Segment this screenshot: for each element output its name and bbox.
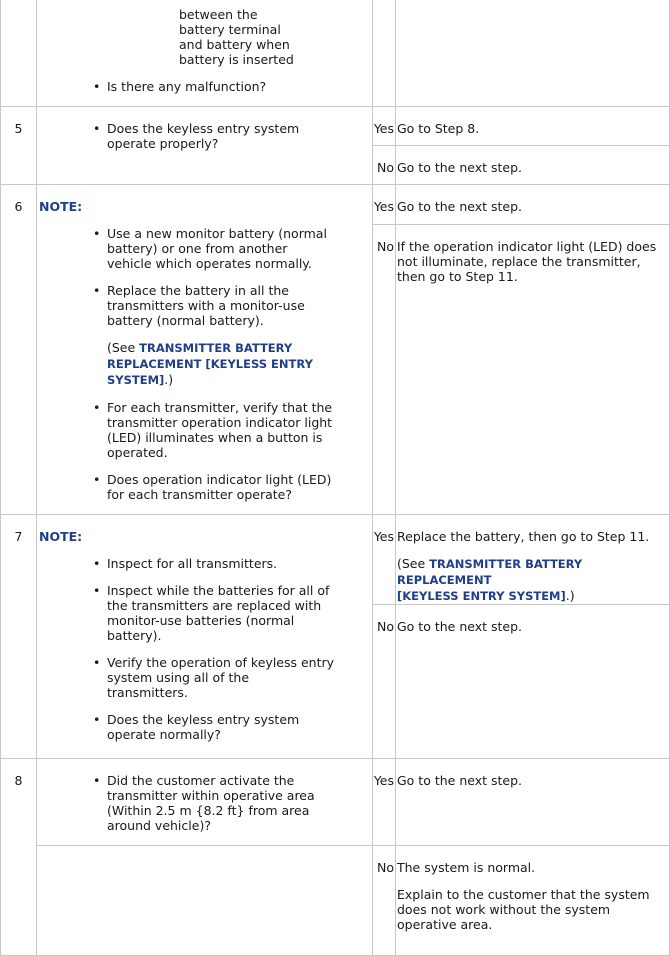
inspection-cell-empty — [37, 846, 373, 956]
continued-text — [37, 7, 372, 67]
note-label: NOTE: — [39, 529, 83, 544]
no-label: No — [373, 846, 396, 956]
text-line: the transmitters are replaced with — [107, 598, 322, 613]
text-line: • For each transmitter, verify that the — [107, 400, 333, 415]
no-action: Go to the next step. — [396, 146, 670, 185]
text-line: transmitters with a monitor-use — [107, 298, 305, 313]
text-line: not illuminate, replace the transmitter, — [397, 253, 641, 269]
list-item — [107, 712, 372, 742]
action-text: Replace the battery, then go to Step 11. — [397, 529, 650, 544]
no-action: Go to the next step. — [396, 605, 670, 759]
note-label: NOTE: — [39, 199, 83, 214]
yes-label: Yes — [373, 185, 396, 225]
inspection-list — [37, 226, 372, 502]
text-line: • Inspect while the batteries for all of — [107, 583, 330, 598]
text-line: Explain to the customer that the system — [397, 887, 650, 902]
text-line: and battery when — [179, 37, 290, 52]
list-item — [107, 283, 372, 388]
transmitter-battery-replacement-link[interactable]: SYSTEM] — [107, 373, 165, 387]
list-item — [107, 79, 372, 94]
inspection-list — [37, 121, 372, 151]
text-line: • Does the keyless entry system — [107, 121, 300, 136]
text-line: • Does the keyless entry system — [107, 712, 300, 727]
inspection-cell — [37, 185, 373, 515]
yes-action: Go to the next step. — [396, 185, 670, 225]
text-line: battery). — [107, 628, 162, 643]
text-line: battery terminal — [179, 22, 281, 37]
text-line: then go to Step 11. — [397, 268, 518, 284]
list-item — [107, 472, 372, 502]
step-number — [1, 0, 37, 107]
see-suffix: .) — [565, 588, 575, 603]
text-line: If the operation indicator light (LED) does — [397, 238, 657, 254]
list-item — [107, 773, 372, 833]
step-6-row-yes — [1, 185, 670, 225]
yes-action: Go to Step 8. — [396, 107, 670, 146]
text-line: battery) or one from another — [107, 241, 288, 256]
list-item — [107, 655, 372, 700]
list-item — [107, 400, 372, 460]
step-number: 5 — [1, 107, 37, 185]
step-number: 7 — [1, 515, 37, 759]
text-line: operated. — [107, 445, 168, 460]
text-line: operative area. — [397, 917, 493, 932]
list-item — [107, 583, 372, 643]
list-item — [107, 226, 372, 271]
inspection-list — [37, 79, 372, 94]
text-line: • Does operation indicator light (LED) — [107, 472, 332, 487]
text-line: • Inspect for all transmitters. — [107, 556, 278, 571]
text-line: system using all of the — [107, 670, 250, 685]
no-action — [396, 224, 670, 514]
transmitter-battery-replacement-link[interactable]: TRANSMITTER BATTERY — [139, 341, 293, 355]
step-7-row-yes — [1, 515, 670, 605]
see-prefix: (See — [397, 556, 430, 571]
list-item — [107, 556, 372, 571]
transmitter-battery-replacement-link[interactable]: [KEYLESS ENTRY SYSTEM] — [397, 589, 566, 603]
see-reference — [397, 556, 667, 604]
inspection-list — [37, 773, 372, 833]
yes-label: Yes — [373, 515, 396, 605]
text-line: vehicle which operates normally. — [107, 256, 312, 271]
text-line: operate normally? — [107, 727, 221, 742]
yes-action — [396, 515, 670, 605]
step-number: 6 — [1, 185, 37, 515]
text-line: • Replace the battery in all the — [107, 283, 289, 298]
inspection-list — [37, 556, 372, 742]
step-4-row — [1, 0, 670, 107]
question-text: Is there any malfunction? — [107, 79, 267, 94]
text-line: battery (normal battery). — [107, 313, 264, 328]
step-8-row-yes — [1, 759, 670, 846]
action-cell — [396, 0, 670, 107]
transmitter-battery-replacement-link[interactable]: TRANSMITTER BATTERY REPLACEMENT — [397, 557, 583, 587]
step-5-row-yes — [1, 107, 670, 146]
no-action — [396, 846, 670, 956]
text-line: between the — [179, 7, 258, 22]
inspection-cell — [37, 515, 373, 759]
text-line: monitor-use batteries (normal — [107, 613, 295, 628]
text-line: transmitter operation indicator light — [107, 415, 333, 430]
text-line: around vehicle)? — [107, 818, 211, 833]
no-label: No — [373, 146, 396, 185]
text-line: for each transmitter operate? — [107, 487, 292, 502]
see-suffix: .) — [164, 372, 174, 387]
yes-action: Go to the next step. — [396, 759, 670, 846]
inspection-cell — [37, 107, 373, 185]
no-label: No — [373, 605, 396, 759]
list-item — [107, 121, 372, 151]
step-8-row-no — [1, 846, 670, 956]
transmitter-battery-replacement-link[interactable]: REPLACEMENT [KEYLESS ENTRY — [107, 357, 313, 371]
inspection-cell — [37, 0, 373, 107]
text-line: (LED) illuminates when a button is — [107, 430, 323, 445]
see-prefix: (See — [107, 340, 140, 355]
result-label — [373, 0, 396, 107]
text-line: • Use a new monitor battery (normal — [107, 226, 327, 241]
text-line: battery is inserted — [179, 52, 294, 67]
action-text: The system is normal. — [397, 860, 536, 875]
text-line: operate properly? — [107, 136, 219, 151]
text-line: (Within 2.5 m {8.2 ft} from area — [107, 803, 310, 818]
text-line: • Verify the operation of keyless entry — [107, 655, 335, 670]
no-label: No — [373, 224, 396, 514]
yes-label: Yes — [373, 107, 396, 146]
yes-label: Yes — [373, 759, 396, 846]
text-line: transmitter within operative area — [107, 788, 315, 803]
inspection-cell — [37, 759, 373, 846]
text-line: transmitters. — [107, 685, 188, 700]
step-number: 8 — [1, 759, 37, 956]
text-line: • Did the customer activate the — [107, 773, 295, 788]
text-line: does not work without the system — [397, 902, 611, 917]
see-reference — [107, 340, 372, 388]
